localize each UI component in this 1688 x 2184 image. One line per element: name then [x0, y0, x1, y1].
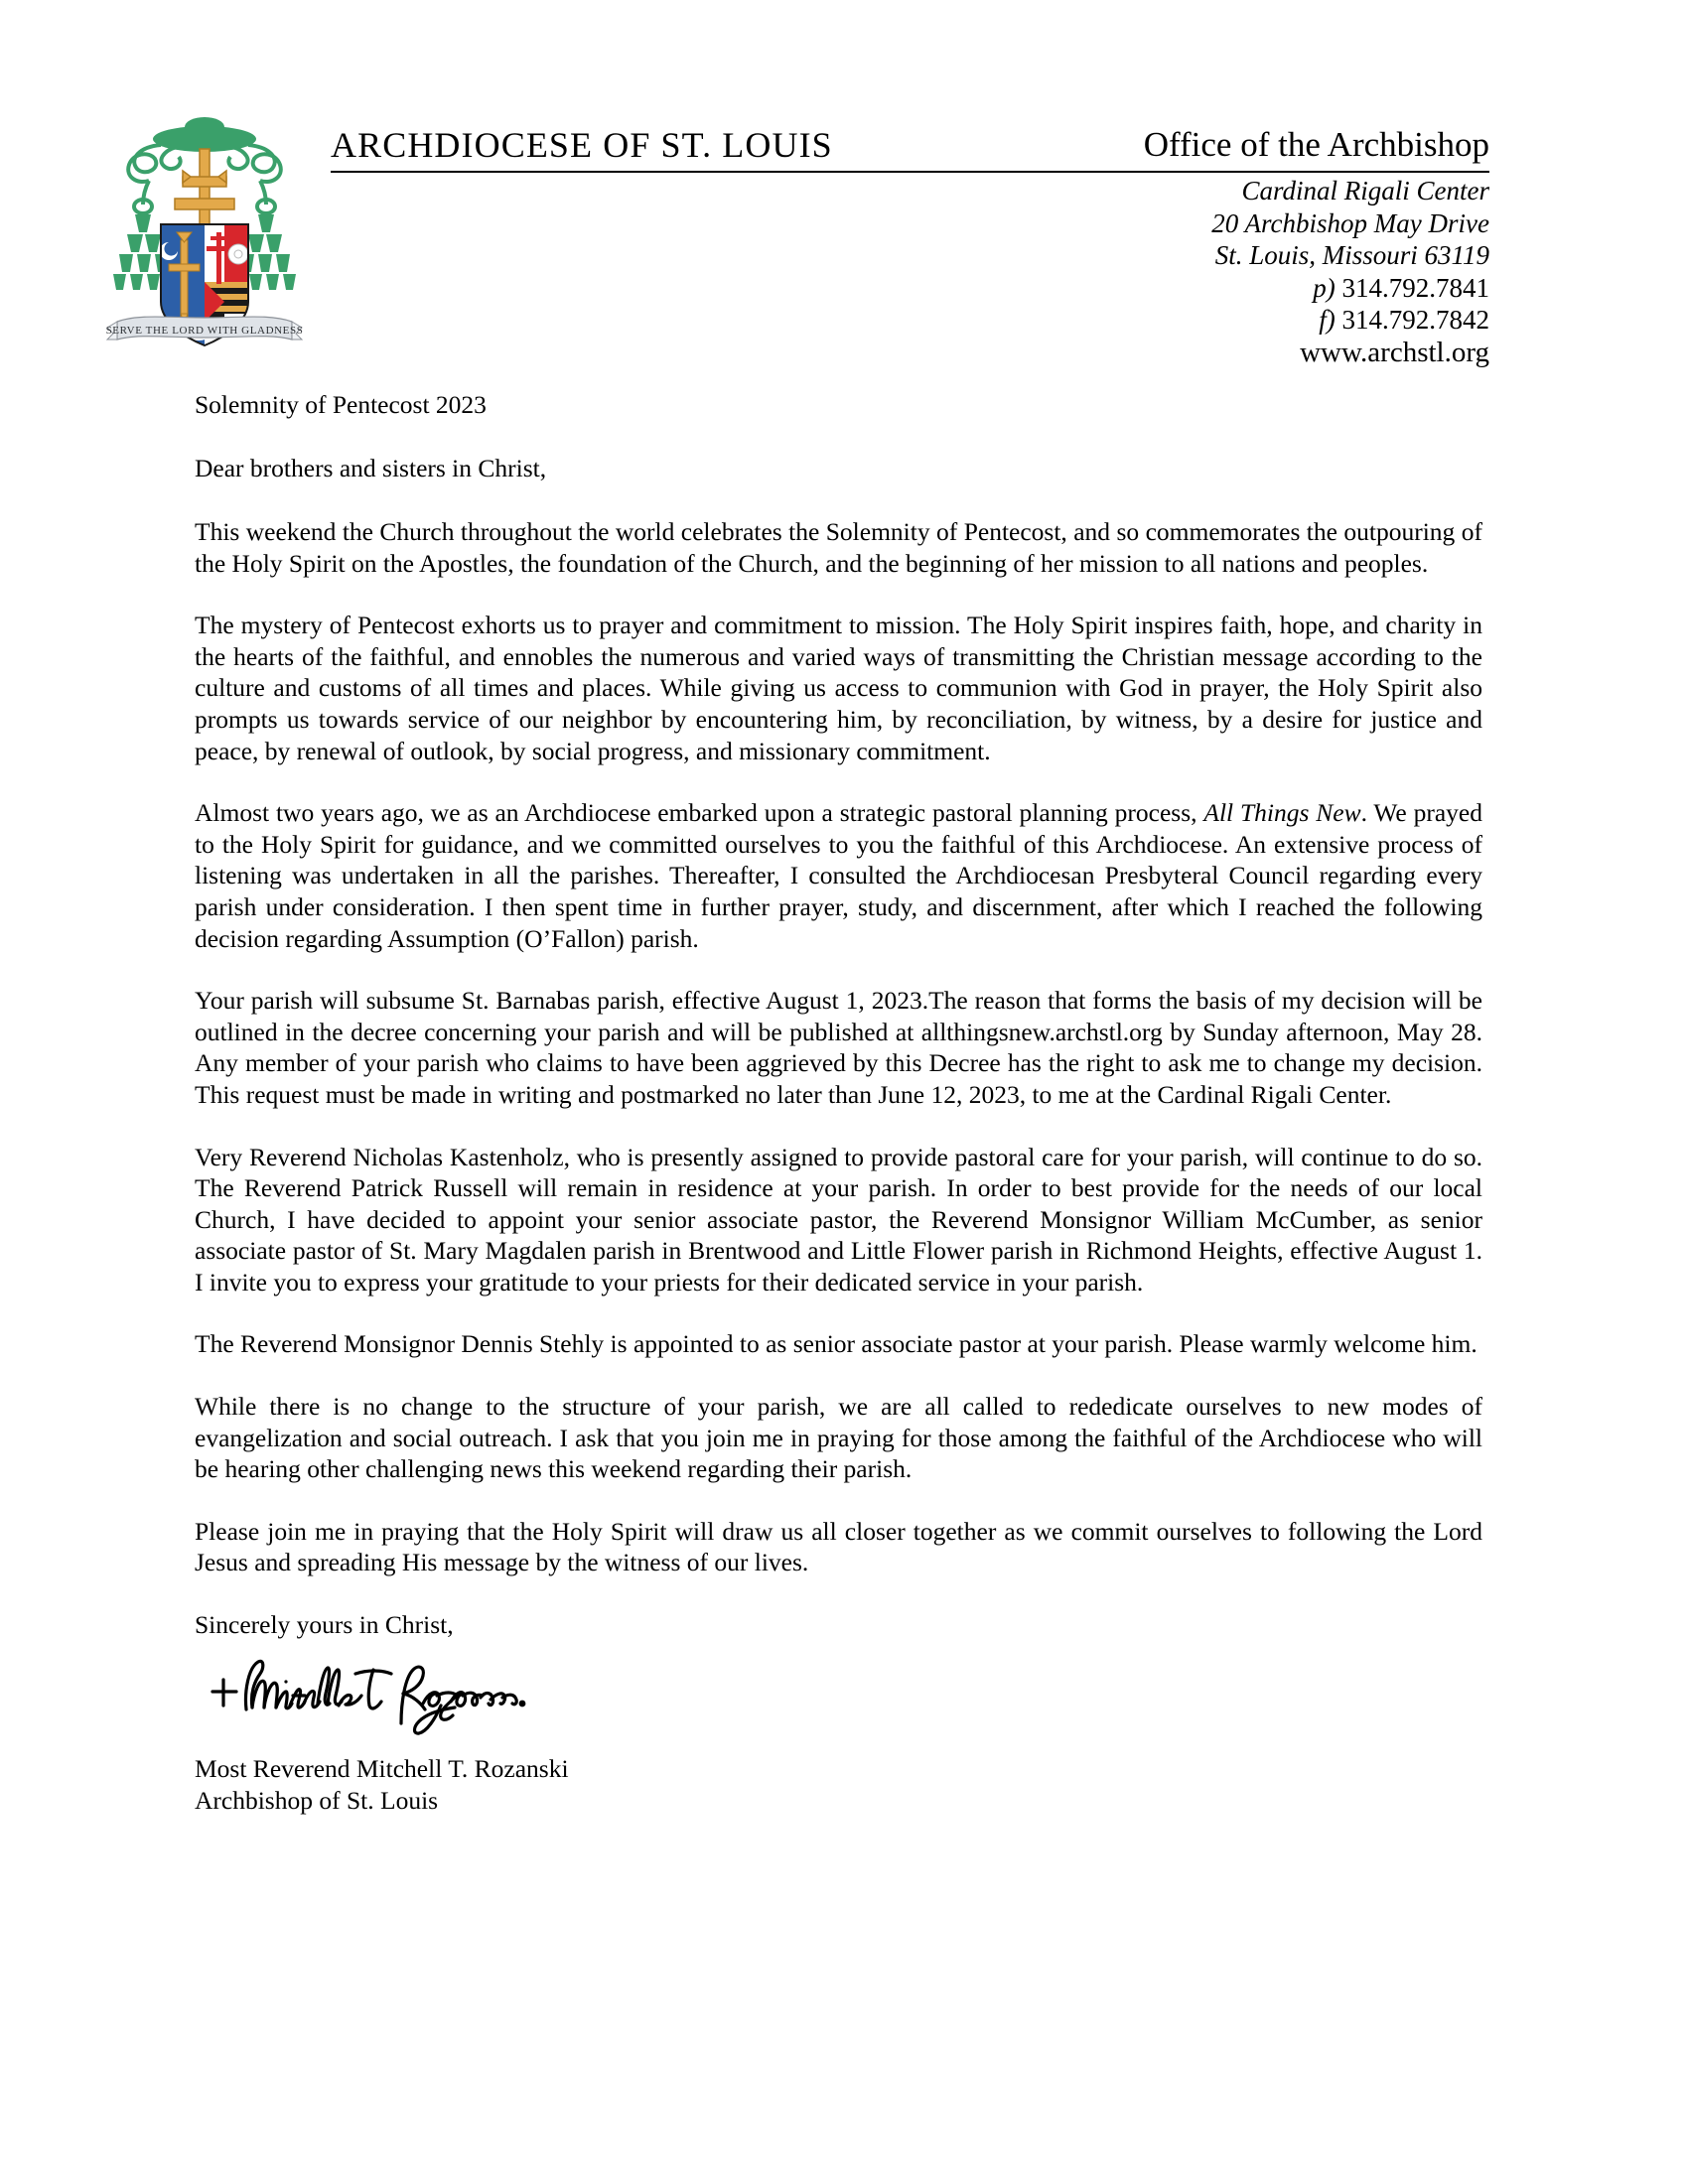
coat-of-arms-icon [99, 107, 310, 357]
motto-text: SERVE THE LORD WITH GLADNESS [105, 325, 304, 337]
paragraph-all-things-new [195, 797, 1482, 954]
office-title: Office of the Archbishop [1143, 125, 1489, 164]
fax-line [331, 304, 1489, 337]
header-divider [331, 171, 1489, 173]
letter-body [195, 389, 1482, 1817]
signature-image [207, 1648, 544, 1739]
signature-block [195, 1753, 1482, 1817]
paragraph-new-associate-pastor: The Reverend Monsignor Dennis Stehly is appointed to as senior associate pastor at your parish. Please warmly welcome him. [195, 1329, 1477, 1359]
letterhead-titles [331, 123, 1489, 171]
phone-line [331, 272, 1489, 305]
salutation: Dear brothers and sisters in Christ, [195, 454, 547, 482]
date-line: Solemnity of Pentecost 2023 [195, 390, 487, 419]
atn-before: Almost two years ago, we as an Archdiocese embarked upon a strategic pastoral planning process, [195, 798, 1204, 828]
paragraph-closing-prayer: Please join me in praying that the Holy Spirit will draw us all closer together as we commit ourselves to following the Lord Jesus and spreading His message by the witness of our lives. [195, 1516, 1482, 1577]
website-link[interactable]: www.archstl.org [1300, 336, 1489, 368]
address-line-3: St. Louis, Missouri 63119 [1214, 240, 1489, 270]
paragraph-mystery-of-pentecost: The mystery of Pentecost exhorts us to prayer and commitment to mission. The Holy Spirit inspires faith, hope, and charity in the hearts of the faithful, and ennobles the numerous and varied ways of transmitting the Christian message according to the culture and customs of all times and places. While giving us access to communion with God in prayer, the Holy Spirit also prompts us towards service of our neighbor by encountering him, by reconciliation, by witness, by a desire for justice and peace, by renewal of outlook, by social progress, and missionary commitment. [195, 611, 1482, 765]
all-things-new-title: All Things New [1203, 798, 1361, 828]
paragraph-decree-decision: Your parish will subsume St. Barnabas parish, effective August 1, 2023.The reason that forms the basis of my decision will be outlined in the decree concerning your parish and will be published at allthingsnew.archstl.org by Sunday afternoon, May 28. Any member of your parish who claims to have been aggrieved by this Decree has the right to ask me to change my decision. This request must be made in writing and postmarked no later than June 12, 2023, to me at the Cardinal Rigali Center. [195, 986, 1482, 1109]
paragraph-no-structural-change: While there is no change to the structure of your parish, we are all called to rededicate ourselves to new modes of evangelization and social outreach. I ask that you join me in praying for those among the faithful of the Archdiocese who will be hearing other challenging news this weekend regarding their parish. [195, 1392, 1482, 1484]
phone-prefix: p) [1313, 272, 1336, 303]
phone-number: 314.792.7841 [1341, 272, 1489, 303]
address-line-2: 20 Archbishop May Drive [1211, 207, 1489, 238]
signer-title: Archbishop of St. Louis [195, 1786, 439, 1816]
fax-prefix: f) [1319, 305, 1336, 335]
organization-title: ARCHDIOCESE OF ST. LOUIS [331, 125, 833, 165]
address-line-1: Cardinal Rigali Center [1241, 176, 1489, 205]
closing-salutation: Sincerely yours in Christ, [195, 1610, 454, 1640]
paragraph-clergy-assignments: Very Reverend Nicholas Kastenholz, who is presently assigned to provide pastoral care for your parish, will continue to do so. The Reverend Patrick Russell will remain in residence at your parish. In order to best provide for the needs of our local Church, I have decided to appoint your senior associate pastor, the Reverend Monsignor William McCumber, as senior associate pastor of St. Mary Magdalen parish in Brentwood and Little Flower parish in Richmond Heights, effective August 1. I invite you to express your gratitude to your priests for their dedicated service in your parish. [195, 1142, 1482, 1297]
signer-name: Most Reverend Mitchell T. Rozanski [195, 1754, 569, 1784]
atn-after: . We prayed to the Holy Spirit for guidance, and we committed ourselves to you the faithful of this Archdiocese. An extensive process of listening was undertaken in all the parishes. Thereafter, I consulted the Archdiocesan Presbyteral Council regarding every parish under consideration. I then spent time in further prayer, study, and discernment, after which I reached the following decision regarding Assumption (O’Fallon) parish. [195, 798, 1482, 953]
address-block [331, 175, 1489, 368]
fax-number: 314.792.7842 [1341, 305, 1489, 335]
letterhead [0, 0, 1688, 387]
motto-scroll [106, 317, 304, 340]
paragraph-pentecost-intro: This weekend the Church throughout the world celebrates the Solemnity of Pentecost, and so commemorates the outpouring of the Holy Spirit on the Apostles, the foundation of the Church, and the beginning of her mission to all nations and peoples. [195, 517, 1482, 578]
